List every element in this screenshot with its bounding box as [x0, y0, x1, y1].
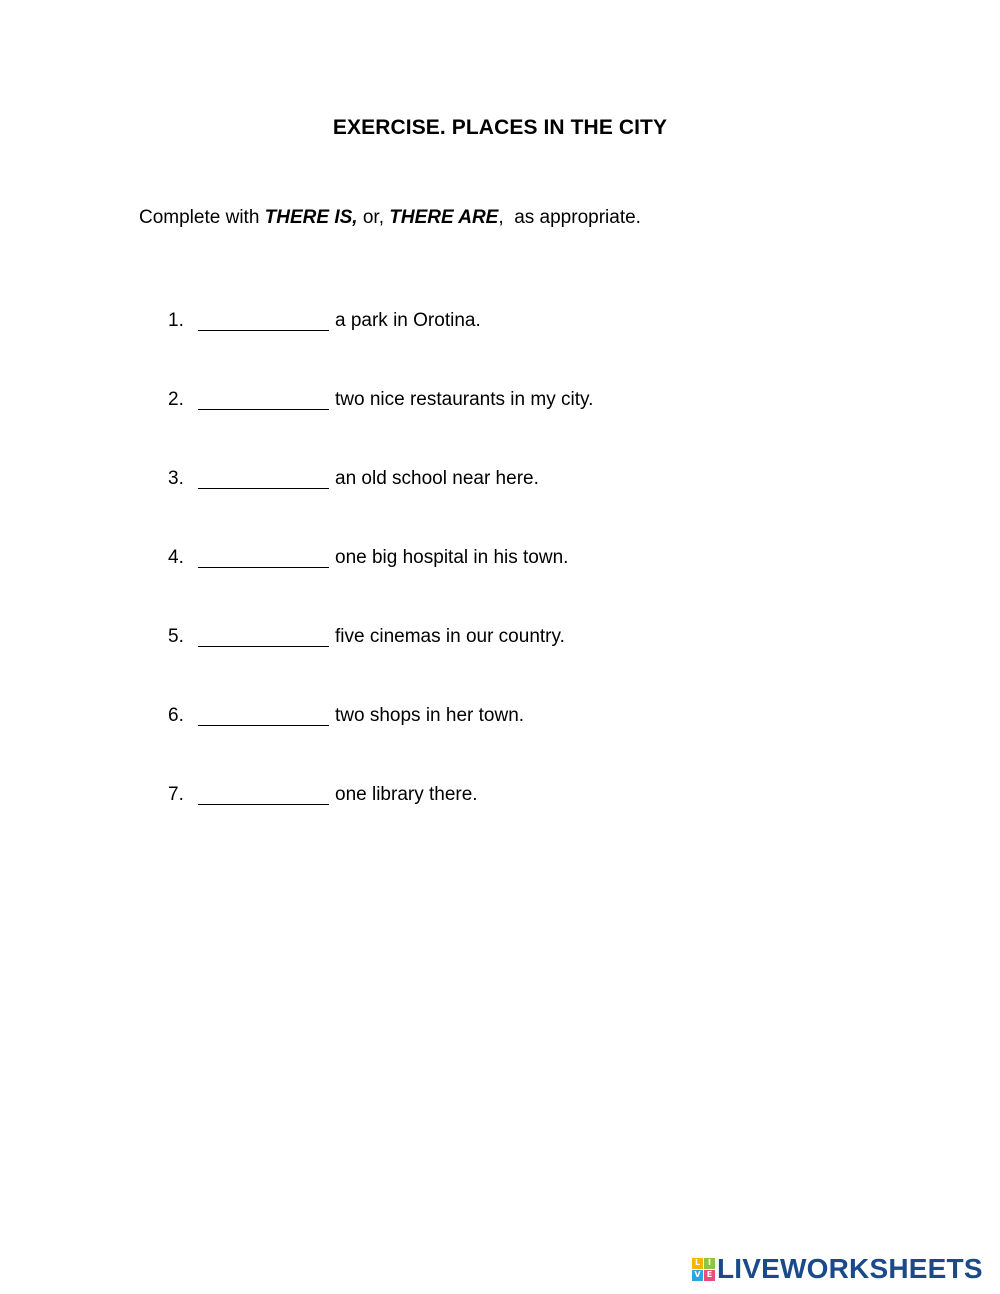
- exercise-item: [168, 626, 593, 705]
- exercise-item: [168, 389, 593, 468]
- item-text: one library there.: [335, 784, 478, 805]
- item-number: 5.: [168, 626, 184, 647]
- liveworksheets-logo: [692, 1254, 983, 1284]
- instructions-middle: or,: [357, 207, 390, 228]
- item-number: 4.: [168, 547, 184, 568]
- item-text: five cinemas in our country.: [335, 626, 565, 647]
- answer-blank[interactable]: [198, 784, 329, 805]
- instructions-prefix: Complete with: [139, 207, 265, 228]
- exercise-item: [168, 310, 593, 389]
- item-text: two shops in her town.: [335, 705, 525, 726]
- item-text: an old school near here.: [335, 468, 539, 489]
- instructions-option-there-are: THERE ARE: [389, 207, 499, 228]
- logo-mark-cell: L: [692, 1258, 703, 1269]
- answer-blank[interactable]: [198, 626, 329, 647]
- logo-mark-cell: I: [704, 1258, 715, 1269]
- answer-blank[interactable]: [198, 468, 329, 489]
- logo-mark-icon: [692, 1258, 715, 1281]
- answer-blank[interactable]: [198, 705, 329, 726]
- exercise-item: [168, 705, 593, 784]
- item-number: 1.: [168, 310, 184, 331]
- item-text: two nice restaurants in my city.: [335, 389, 594, 410]
- worksheet-title: EXERCISE. PLACES IN THE CITY: [332, 116, 668, 139]
- exercise-item: [168, 547, 593, 626]
- instructions-option-there-is: THERE IS,: [264, 207, 358, 228]
- answer-blank[interactable]: [198, 547, 329, 568]
- item-number: 7.: [168, 784, 184, 805]
- instructions: [139, 207, 641, 229]
- logo-text: LIVEWORKSHEETS: [717, 1253, 983, 1284]
- logo-mark-cell: E: [704, 1270, 715, 1281]
- item-number: 6.: [168, 705, 184, 726]
- exercise-item: [168, 468, 593, 547]
- exercise-list: [168, 310, 593, 863]
- answer-blank[interactable]: [198, 389, 329, 410]
- item-number: 3.: [168, 468, 184, 489]
- answer-blank[interactable]: [198, 310, 329, 331]
- item-text: a park in Orotina.: [335, 310, 481, 331]
- item-text: one big hospital in his town.: [335, 547, 569, 568]
- logo-mark-cell: V: [692, 1270, 703, 1281]
- exercise-item: [168, 784, 593, 863]
- instructions-suffix: , as appropriate.: [498, 207, 641, 228]
- item-number: 2.: [168, 389, 184, 410]
